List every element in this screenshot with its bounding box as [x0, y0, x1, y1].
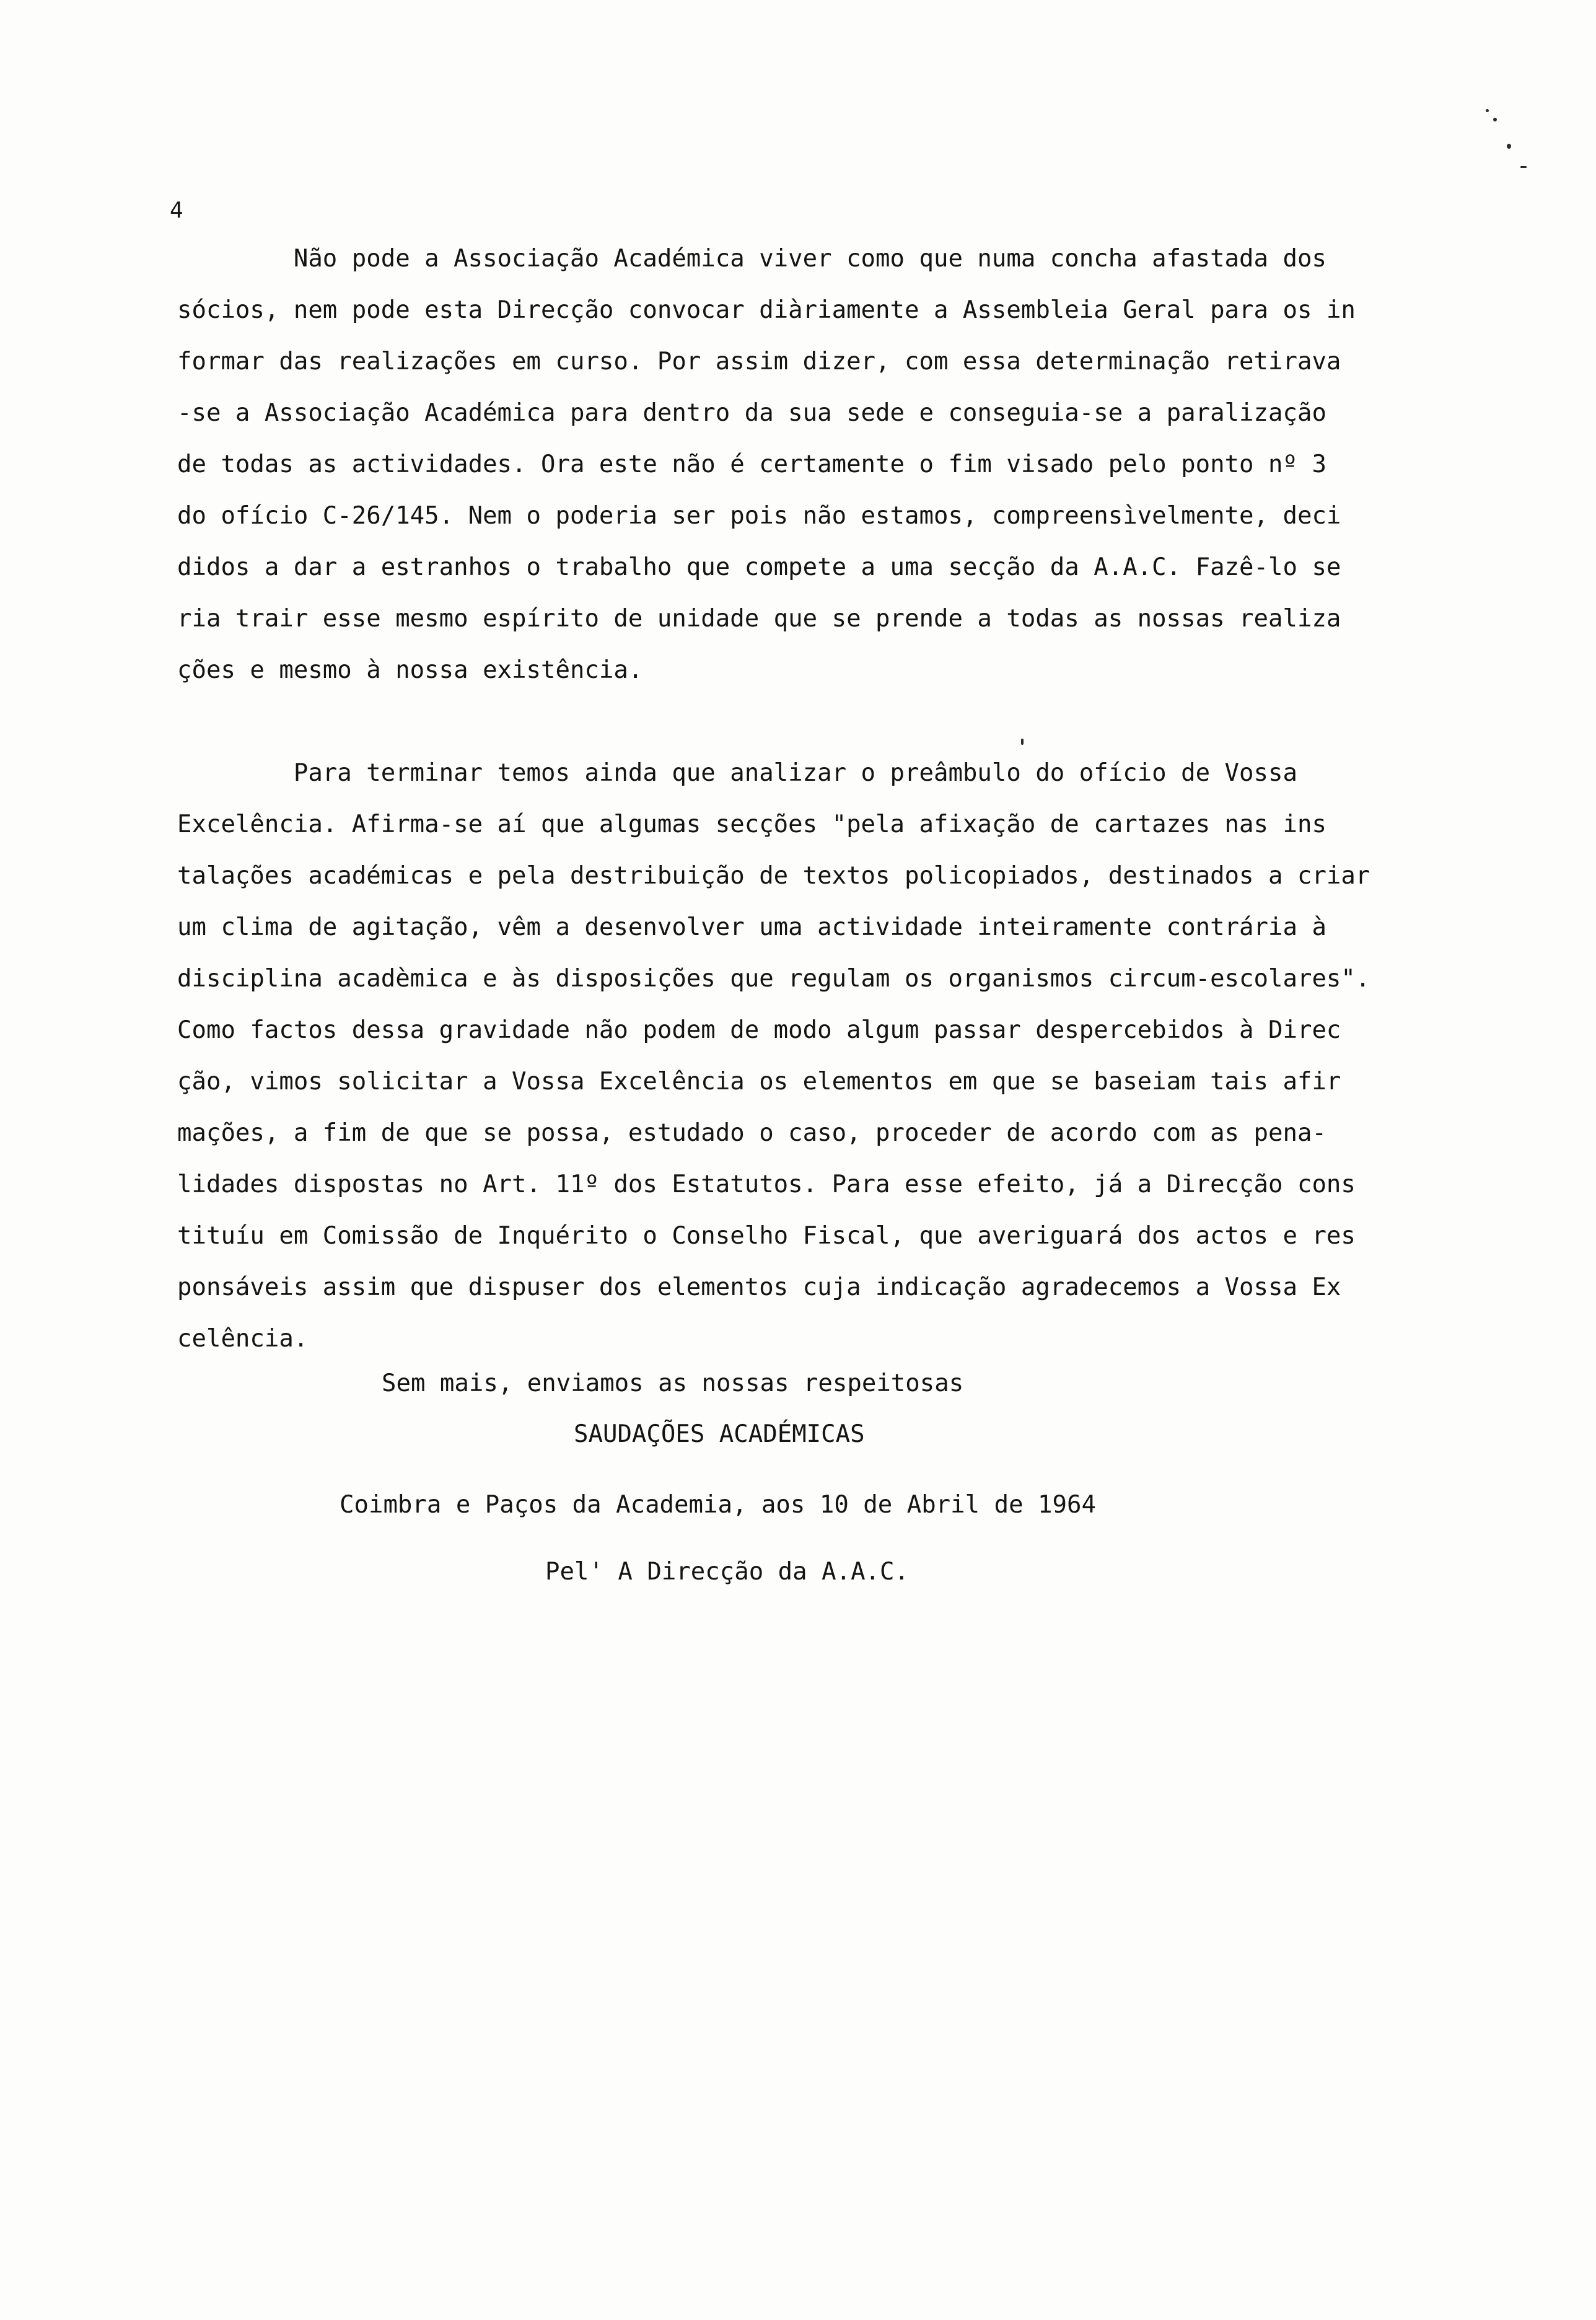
scan-speck [1520, 166, 1527, 168]
scan-speck [1486, 109, 1489, 112]
paragraph-line: de todas as actividades. Ora este não é certamente o fim visado pelo ponto nº 3 [177, 450, 1326, 478]
paragraph-line: tituíu em Comissão de Inquérito o Conselho Fiscal, que averiguará dos actos e res [177, 1222, 1356, 1250]
paragraph-line: talações académicas e pela destribuição de textos policopiados, destinados a criar [177, 862, 1370, 890]
place-and-date: Coimbra e Paços da Academia, aos 10 de Abril de 1964 [340, 1491, 1096, 1519]
closing-greeting: Sem mais, enviamos as nossas respeitosas [382, 1369, 964, 1397]
paragraph-line: ções e mesmo à nossa existência. [177, 656, 643, 684]
scan-speck [1507, 144, 1511, 149]
paragraph-line: celência. [177, 1325, 309, 1353]
paragraph-line: do ofício C-26/145. Nem o poderia ser pois não estamos, compreensìvelmente, deci [177, 502, 1341, 530]
page-number: 4 [170, 198, 183, 223]
scan-speck [1021, 739, 1024, 745]
paragraph-line: ção, vimos solicitar a Vossa Excelência os elementos em que se baseiam tais afir [177, 1068, 1341, 1096]
paragraph-line: Como factos dessa gravidade não podem de modo algum passar despercebidos à Direc [177, 1016, 1341, 1044]
paragraph-2 [177, 747, 1379, 1364]
paragraph-line: didos a dar a estranhos o trabalho que compete a uma secção da A.A.C. Fazê-lo se [177, 553, 1341, 581]
paragraph-line: mações, a fim de que se possa, estudado o caso, proceder de acordo com as pena- [177, 1119, 1326, 1147]
paragraph-line: -se a Associação Académica para dentro da sua sede e conseguia-se a paralização [177, 399, 1326, 427]
paragraph-line: Excelência. Afirma-se aí que algumas secções "pela afixação de cartazes nas ins [177, 811, 1326, 838]
paragraph-line: disciplina acadèmica e às disposições que regulam os organismos circum-escolares". [177, 965, 1370, 993]
paragraph-line: Não pode a Associação Académica viver como que numa concha afastada dos [177, 245, 1326, 273]
paragraph-line: ponsáveis assim que dispuser dos elementos cuja indicação agradecemos a Vossa Ex [177, 1273, 1341, 1301]
scan-speck [1493, 118, 1497, 121]
closing-salutation: SAUDAÇÕES ACADÉMICAS [574, 1420, 865, 1448]
paragraph-line: formar das realizações em curso. Por assim dizer, com essa determinação retirava [177, 348, 1341, 376]
paragraph-line: um clima de agitação, vêm a desenvolver uma actividade inteiramente contrária à [177, 913, 1326, 941]
signature-line: Pel' A Direcção da A.A.C. [545, 1558, 909, 1586]
paragraph-line: Para terminar temos ainda que analizar o preâmbulo do ofício de Vossa [177, 759, 1297, 787]
paragraph-line: lidades dispostas no Art. 11º dos Estatutos. Para esse efeito, já a Direcção cons [177, 1171, 1356, 1198]
paragraph-line: sócios, nem pode esta Direcção convocar diàriamente a Assembleia Geral para os in [177, 296, 1356, 324]
paragraph-1 [177, 233, 1379, 696]
paragraph-line: ria trair esse mesmo espírito de unidade que se prende a todas as nossas realiza [177, 605, 1341, 633]
